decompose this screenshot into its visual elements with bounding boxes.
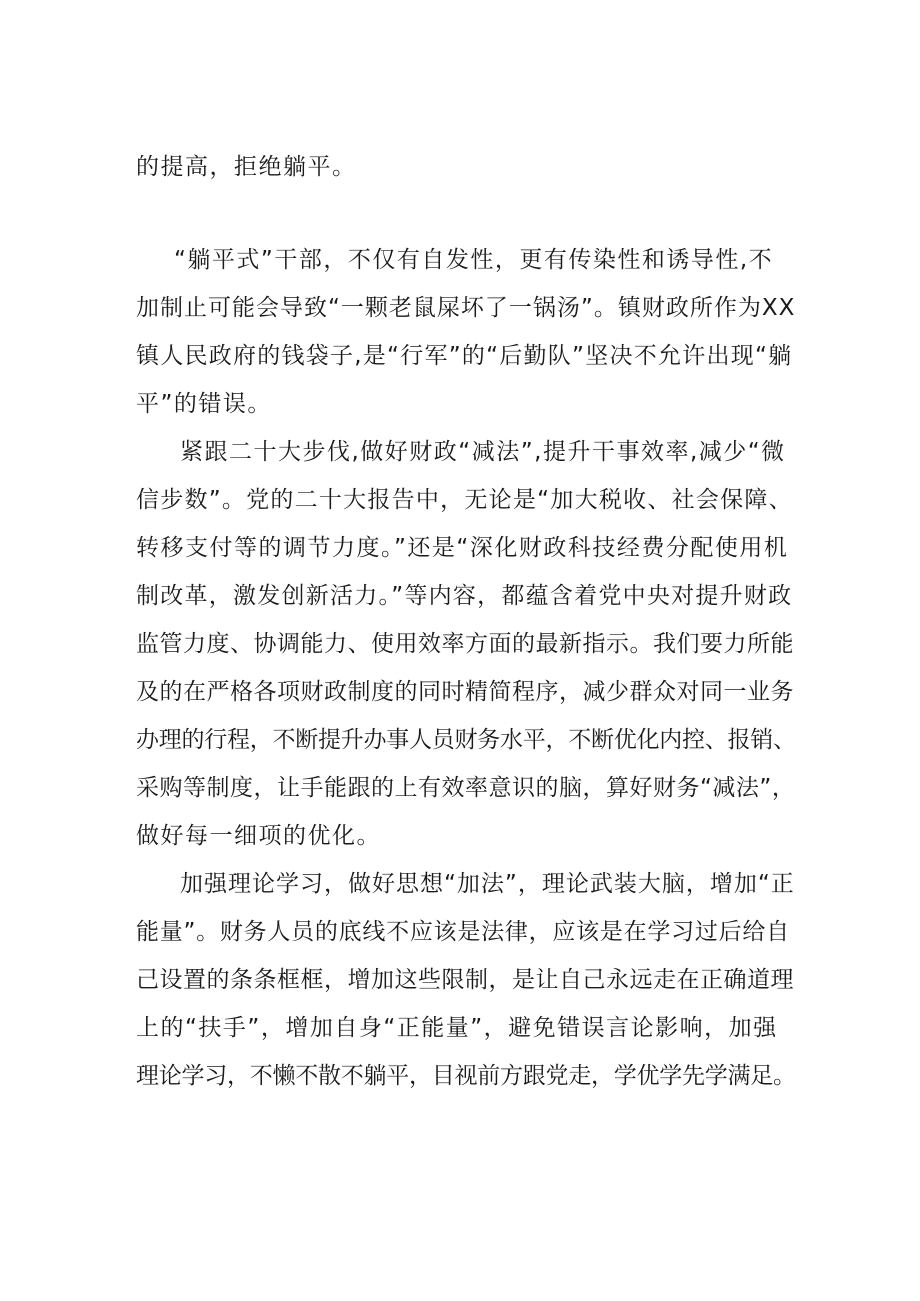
paragraph-line: 理论学习，不懒不散不躺平，目视前方跟党走，学优学先学满足。 [136,1063,796,1089]
paragraph-line: 加强理论学习，做好思想“加法”，理论武装大脑，增加“正 [180,871,795,897]
paragraph-line: 做好每一细项的优化。 [136,823,381,849]
paragraph-line: 的提高，拒绝躺平。 [136,154,357,180]
paragraph-line: 监管力度、协调能力、使用效率方面的最新指示。我们要力所能 [136,631,794,657]
paragraph-line: 己设置的条条框框，增加这些限制，是让自己永远走在正确道理 [136,967,794,993]
paragraph-line: 上的“扶手”，增加自身“正能量”，避免错误言论影响，加强 [136,1015,778,1041]
paragraph-line: 紧跟二十大步伐,做好财政“减法”,提升干事效率,减少“微 [180,439,786,465]
paragraph-line: 转移支付等的调节力度。”还是“深化财政科技经费分配使用机 [136,535,789,561]
paragraph-line: 能量”。财务人员的底线不应该是法律，应该是在学习过后给自 [136,919,790,945]
paragraph-line: 及的在严格各项财政制度的同时精简程序，减少群众对同一业务 [136,679,794,705]
paragraph-line: “躺平式”干部，不仅有自发性，更有传染性和诱导性,不 [174,247,774,273]
paragraph-line: 制改革，激发创新活力。”等内容，都蕴含着党中央对提升财政 [136,583,793,609]
paragraph-line: 镇人民政府的钱袋子,是“行军”的“后勤队”坚决不允许出现“躺 [136,343,793,369]
paragraph-line: 采购等制度，让手能跟的上有效率意识的脑，算好财务“减法”， [136,775,796,801]
paragraph-line: 加制止可能会导致“一颗老鼠屎坏了一锅汤”。镇财政所作为XX [136,295,796,321]
paragraph-line: 信步数”。党的二十大报告中，无论是“加大税收、社会保障、 [136,487,793,513]
paragraph-line: 办理的行程，不断提升办事人员财务水平，不断优化内控、报销、 [136,727,796,753]
paragraph-line: 平”的错误。 [136,391,272,417]
